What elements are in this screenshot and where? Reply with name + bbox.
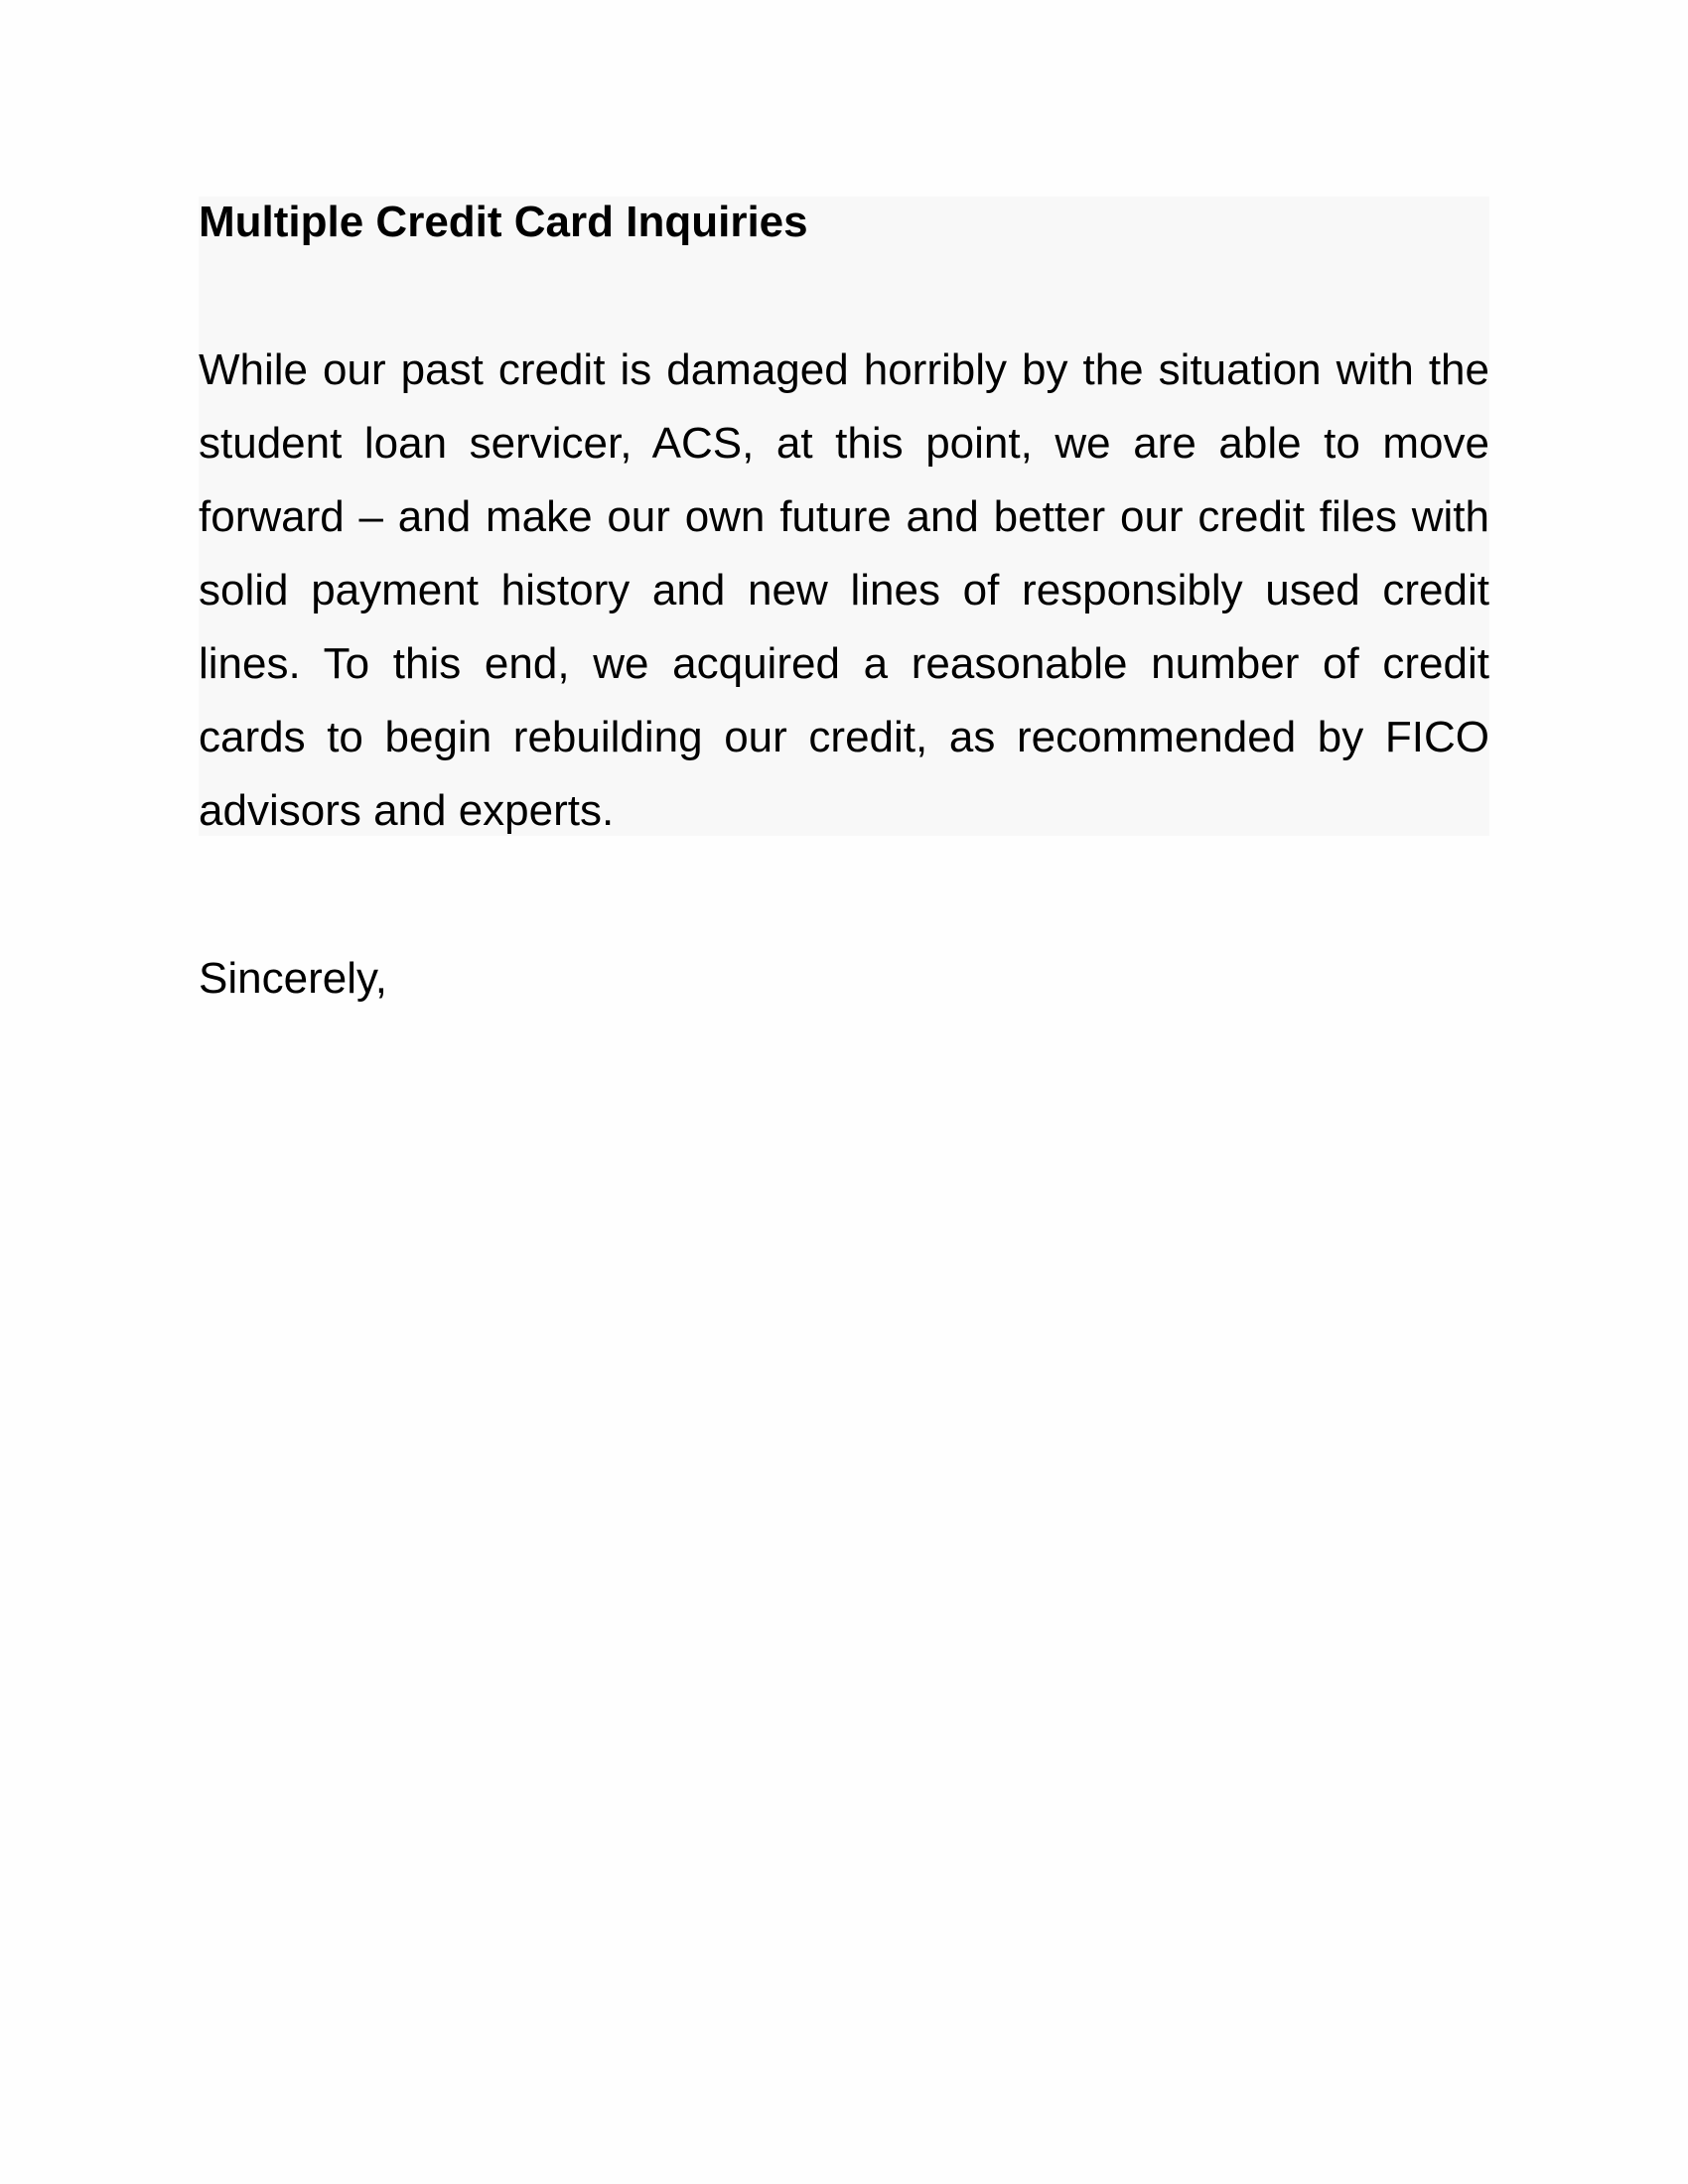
section-title: Multiple Credit Card Inquiries (199, 198, 808, 246)
body-paragraph: While our past credit is damaged horribly by the situation with the student loan servicer, ACS, at this point, we are able to move forward – and make our own future and better our credit files with solid payment history and new lines of responsibly used credit lines. To this end, we acquired a reasonable number of credit cards to begin rebuilding our credit, as recommended by FICO advisors and experts. (199, 345, 1489, 835)
closing-salutation: Sincerely, (199, 954, 387, 1003)
